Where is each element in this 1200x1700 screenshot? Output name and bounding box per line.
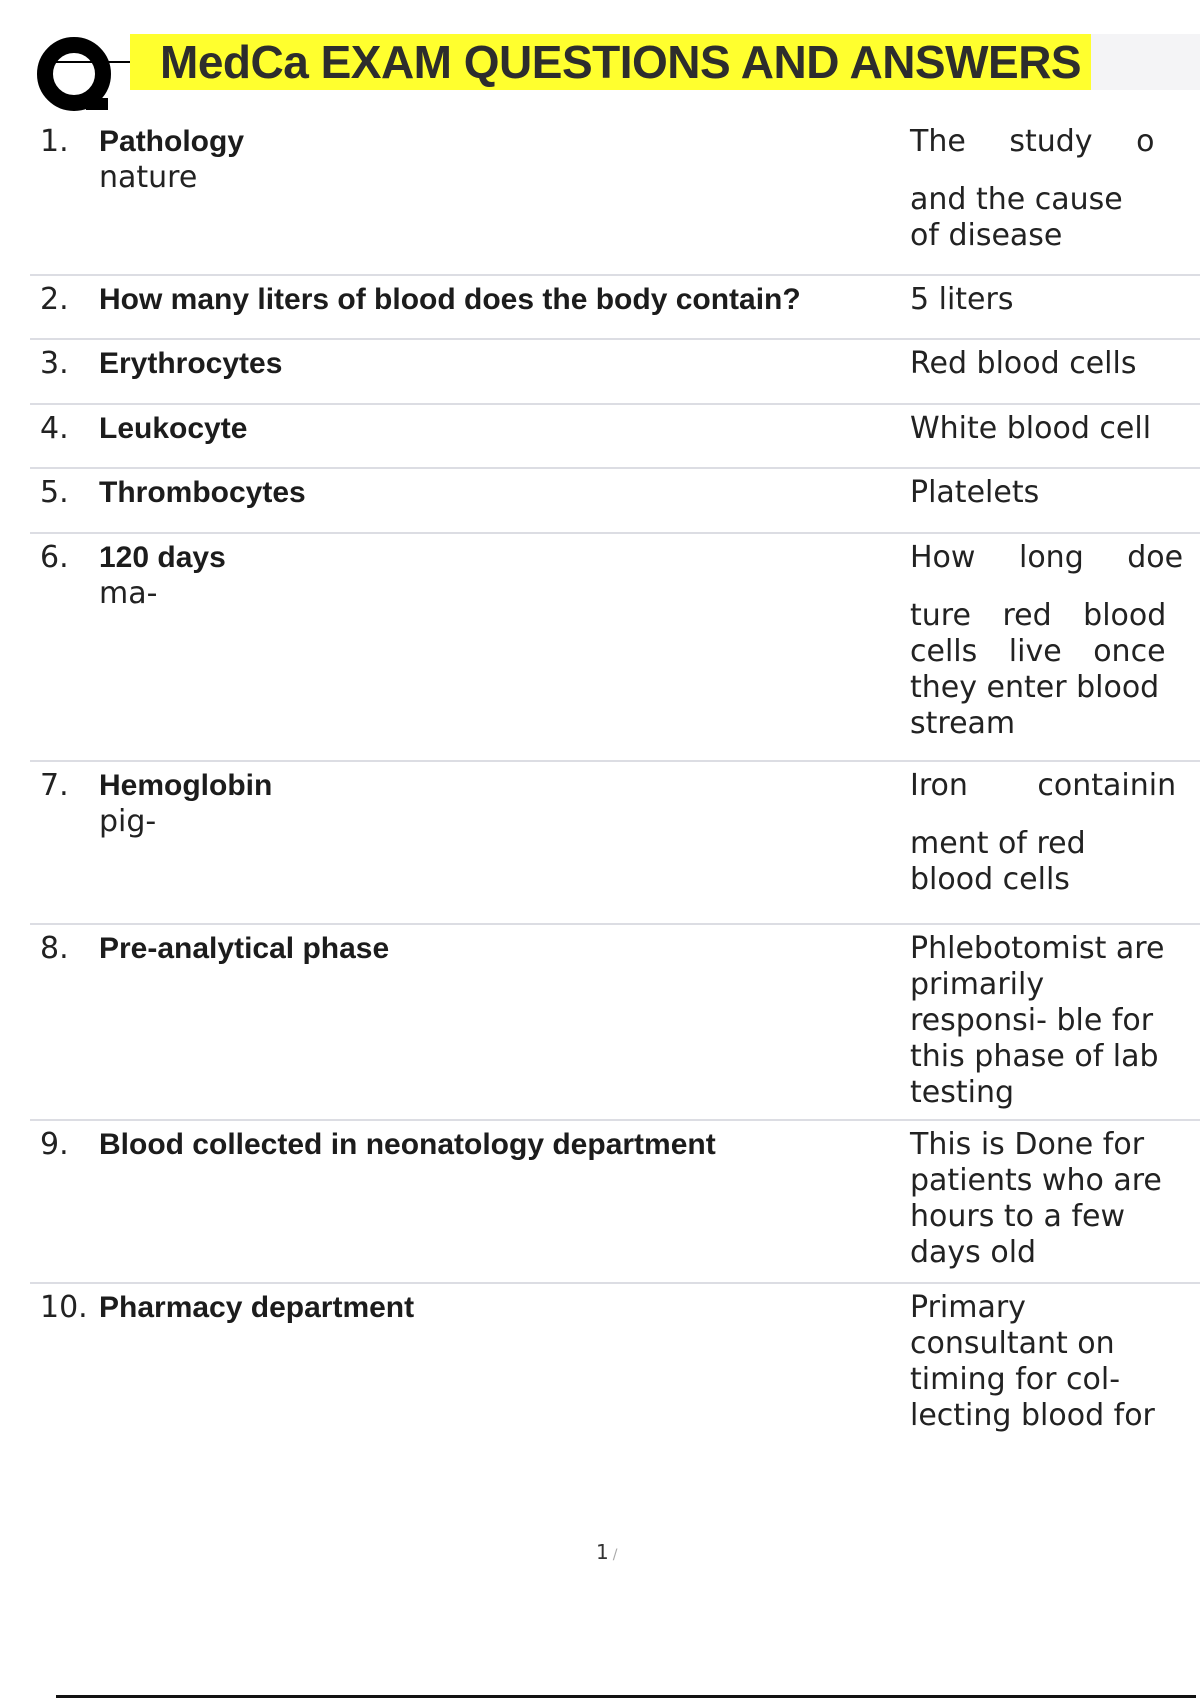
answer-cell (910, 768, 1200, 898)
document-header (30, 28, 1190, 112)
question-term: How many liters of blood does the body contain? (99, 283, 801, 316)
question-term: Thrombocytes (99, 476, 306, 509)
table-row (30, 1121, 1200, 1284)
question-term: Erythrocytes (99, 347, 283, 380)
answer-line: patients who are (910, 1163, 1162, 1198)
answer-line: ture red blood (910, 598, 1167, 633)
question-cell (99, 540, 859, 612)
table-row (30, 534, 1200, 762)
question-term: Pre-analytical phase (99, 932, 390, 965)
row-number: 2. (40, 282, 69, 317)
table-row (30, 405, 1200, 469)
question-term: 120 days (99, 541, 226, 574)
question-cell (99, 931, 859, 967)
answer-continuation (910, 182, 1200, 254)
page-number (596, 1540, 617, 1564)
table-row (30, 276, 1200, 340)
question-term: Blood collected in neonatology department (99, 1128, 716, 1161)
title-highlight (130, 34, 1091, 90)
answer-line: and the cause (910, 182, 1123, 217)
table-row (30, 925, 1200, 1121)
row-number: 4. (40, 411, 69, 446)
table-row (30, 340, 1200, 405)
row-number: 3. (40, 346, 69, 381)
qa-table (30, 118, 1200, 1440)
question-cell (99, 1290, 859, 1326)
row-number: 10. (40, 1290, 88, 1325)
answer-cell (910, 346, 1200, 382)
answer-continuation (910, 826, 1200, 898)
answer-line: Platelets (910, 475, 1040, 510)
answer-first-line: Iron containin (910, 768, 1177, 803)
question-term: Pharmacy department (99, 1291, 415, 1324)
answer-line: timing for col- (910, 1362, 1121, 1397)
page-number-separator: / (612, 1547, 618, 1563)
page-number-value: 1 (596, 1540, 609, 1564)
table-row (30, 762, 1200, 925)
answer-line: testing (910, 1075, 1015, 1110)
answer-line: blood cells (910, 862, 1070, 897)
question-cell (99, 282, 859, 318)
row-number: 8. (40, 931, 69, 966)
question-continuation: ma- (99, 576, 158, 611)
answer-first-line: How long doe (910, 540, 1184, 575)
document-title: MedCa EXAM QUESTIONS AND ANSWERS (160, 36, 1082, 88)
answer-line: Red blood cells (910, 346, 1137, 381)
answer-continuation (910, 598, 1200, 742)
bottom-rule (56, 1695, 1196, 1698)
answer-line: hours to a few (910, 1199, 1126, 1234)
answer-line: stream (910, 706, 1016, 741)
question-cell (99, 768, 859, 840)
answer-line: This is Done for (910, 1127, 1145, 1162)
question-term: Pathology (99, 125, 245, 158)
table-row (30, 469, 1200, 534)
answer-line: Primary (910, 1290, 1026, 1325)
question-term: Leukocyte (99, 412, 248, 445)
answer-cell (910, 931, 1200, 1111)
row-number: 9. (40, 1127, 69, 1162)
row-number: 5. (40, 475, 69, 510)
answer-cell (910, 1290, 1200, 1434)
answer-line: primarily (910, 967, 1045, 1002)
answer-line: they enter blood (910, 670, 1160, 705)
answer-cell (910, 475, 1200, 511)
question-cell (99, 411, 859, 447)
row-number: 1. (40, 124, 69, 159)
row-number: 7. (40, 768, 69, 803)
table-row (30, 1284, 1200, 1440)
question-continuation: pig- (99, 804, 157, 839)
answer-line: Phlebotomist are (910, 931, 1165, 966)
question-term: Hemoglobin (99, 769, 273, 802)
answer-line: of disease (910, 218, 1063, 253)
question-continuation: nature (99, 160, 198, 195)
answer-cell (910, 411, 1200, 447)
answer-cell (910, 124, 1200, 254)
table-row (30, 118, 1200, 276)
answer-line: days old (910, 1235, 1037, 1270)
row-number: 6. (40, 540, 69, 575)
answer-line: White blood cell (910, 411, 1152, 446)
question-cell (99, 1127, 859, 1163)
answer-cell (910, 540, 1200, 742)
answer-line: cells live once (910, 634, 1166, 669)
answer-line: consultant on (910, 1326, 1115, 1361)
question-cell (99, 124, 859, 196)
question-cell (99, 475, 859, 511)
answer-line: ment of red (910, 826, 1086, 861)
answer-line: lecting blood for (910, 1398, 1155, 1433)
answer-cell (910, 1127, 1200, 1271)
answer-first-line: The study o (910, 124, 1155, 159)
answer-line: this phase of lab (910, 1039, 1159, 1074)
question-cell (99, 346, 859, 382)
answer-cell (910, 282, 1200, 318)
answer-line: responsi- ble for (910, 1003, 1154, 1038)
answer-line: 5 liters (910, 282, 1014, 317)
